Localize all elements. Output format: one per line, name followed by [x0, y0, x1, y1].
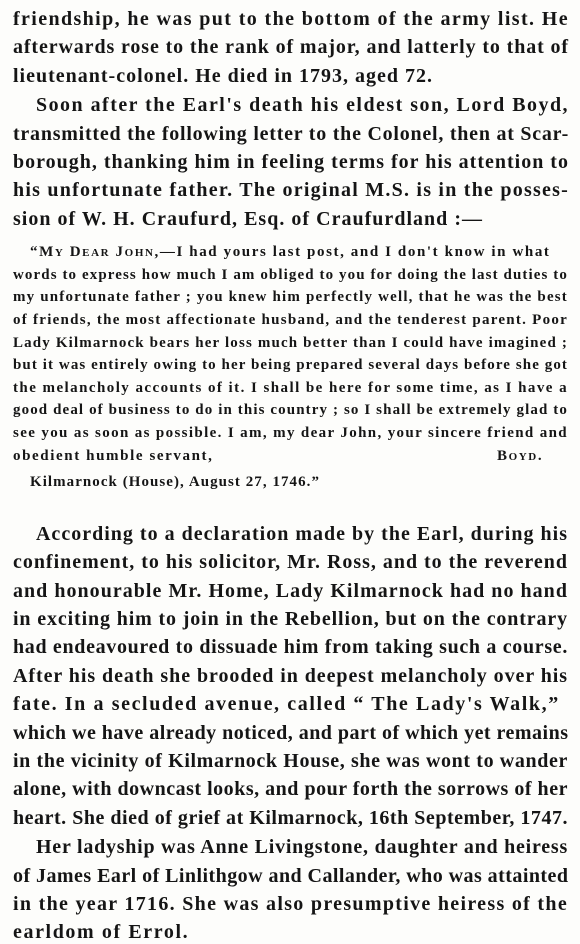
text-line: of James Earl of Linlithgow and Callander, who was attainted — [13, 864, 569, 887]
text-line: heart. She died of grief at Kilmarnock, 16th September, 1747. — [13, 806, 569, 829]
letter-line: the melancholy accounts of it. I shall be here for some time, as I have a — [13, 379, 569, 396]
text-line: his unfortunate father. The original M.S. is in the posses- — [13, 179, 570, 202]
text-line: earldom of Errol. — [13, 921, 190, 944]
text-line: friendship, he was put to the bottom of the army list. He — [13, 8, 569, 30]
text-line: borough, thanking him in feeling terms for his attention to — [13, 151, 569, 173]
text-line: confinement, to his solicitor, Mr. Ross, and to the reverend — [13, 551, 568, 574]
text-line: fate. In a secluded avenue, called “ The Lady's Walk,” — [13, 693, 560, 716]
text-line: alone, with downcast looks, and pour forth the sorrows of her — [13, 778, 568, 801]
text-line: afterwards rose to the rank of major, and latterly to that of — [13, 36, 569, 59]
text-line: and honourable Mr. Home, Lady Kilmarnock had no hand — [13, 579, 568, 602]
text-line: in exciting him to join in the Rebellion, but on the contrary — [13, 608, 569, 630]
letter-line: words to express how much I am obliged to you for doing the last duties to — [13, 266, 568, 283]
letter-salutation: “My Dear John, — [30, 244, 160, 261]
letter-line: Lady Kilmarnock bears her loss much better than I could have imagined ; — [13, 334, 568, 351]
text-line: Soon after the Earl's death his eldest son, Lord Boyd, — [36, 94, 570, 117]
letter-line: good deal of business to do in this country ; so I shall be extremely glad to — [13, 402, 568, 419]
text-line: sion of W. H. Craufurd, Esq. of Craufurdland :— — [13, 207, 484, 230]
letter-line: see you as soon as possible. I am, my dear John, your sincere friend and — [13, 425, 568, 441]
letter-line: my unfortunate father ; you knew him perfectly well, that he was the best — [13, 289, 568, 306]
letter-line: but it was entirely owing to her being prepared several days before she got — [13, 357, 569, 374]
letter-line: of friends, the most affectionate husband, and the tenderest parent. Poor — [13, 312, 569, 328]
text-line: which we have already noticed, and part of which yet remains — [13, 721, 569, 744]
letter-dateline: Kilmarnock (House), August 27, 1746.” — [30, 474, 321, 491]
text-line: in the year 1716. She was also presumptive heiress of the — [13, 893, 568, 915]
text-line: Her ladyship was Anne Livingstone, daughter and heiress — [36, 836, 568, 859]
letter-line — [30, 244, 551, 261]
text-line: According to a declaration made by the Earl, during his — [36, 522, 568, 545]
letter-signature: Boyd. — [497, 447, 544, 464]
text-line: After his death she brooded in deepest melancholy over his — [13, 664, 569, 687]
text-line: lieutenant-colonel. He died in 1793, aged 72. — [13, 64, 433, 87]
text-line: in the vicinity of Kilmarnock House, she was wont to wander — [13, 750, 568, 772]
letter-first-line-rest: —I had yours last post, and I don't know in what — [159, 244, 551, 261]
text-line: transmitted the following letter to the Colonel, then at Scar- — [13, 122, 570, 145]
text-line: had endeavoured to dissuade him from taking such a course. — [13, 636, 569, 659]
letter-closing: obedient humble servant, — [13, 447, 214, 464]
